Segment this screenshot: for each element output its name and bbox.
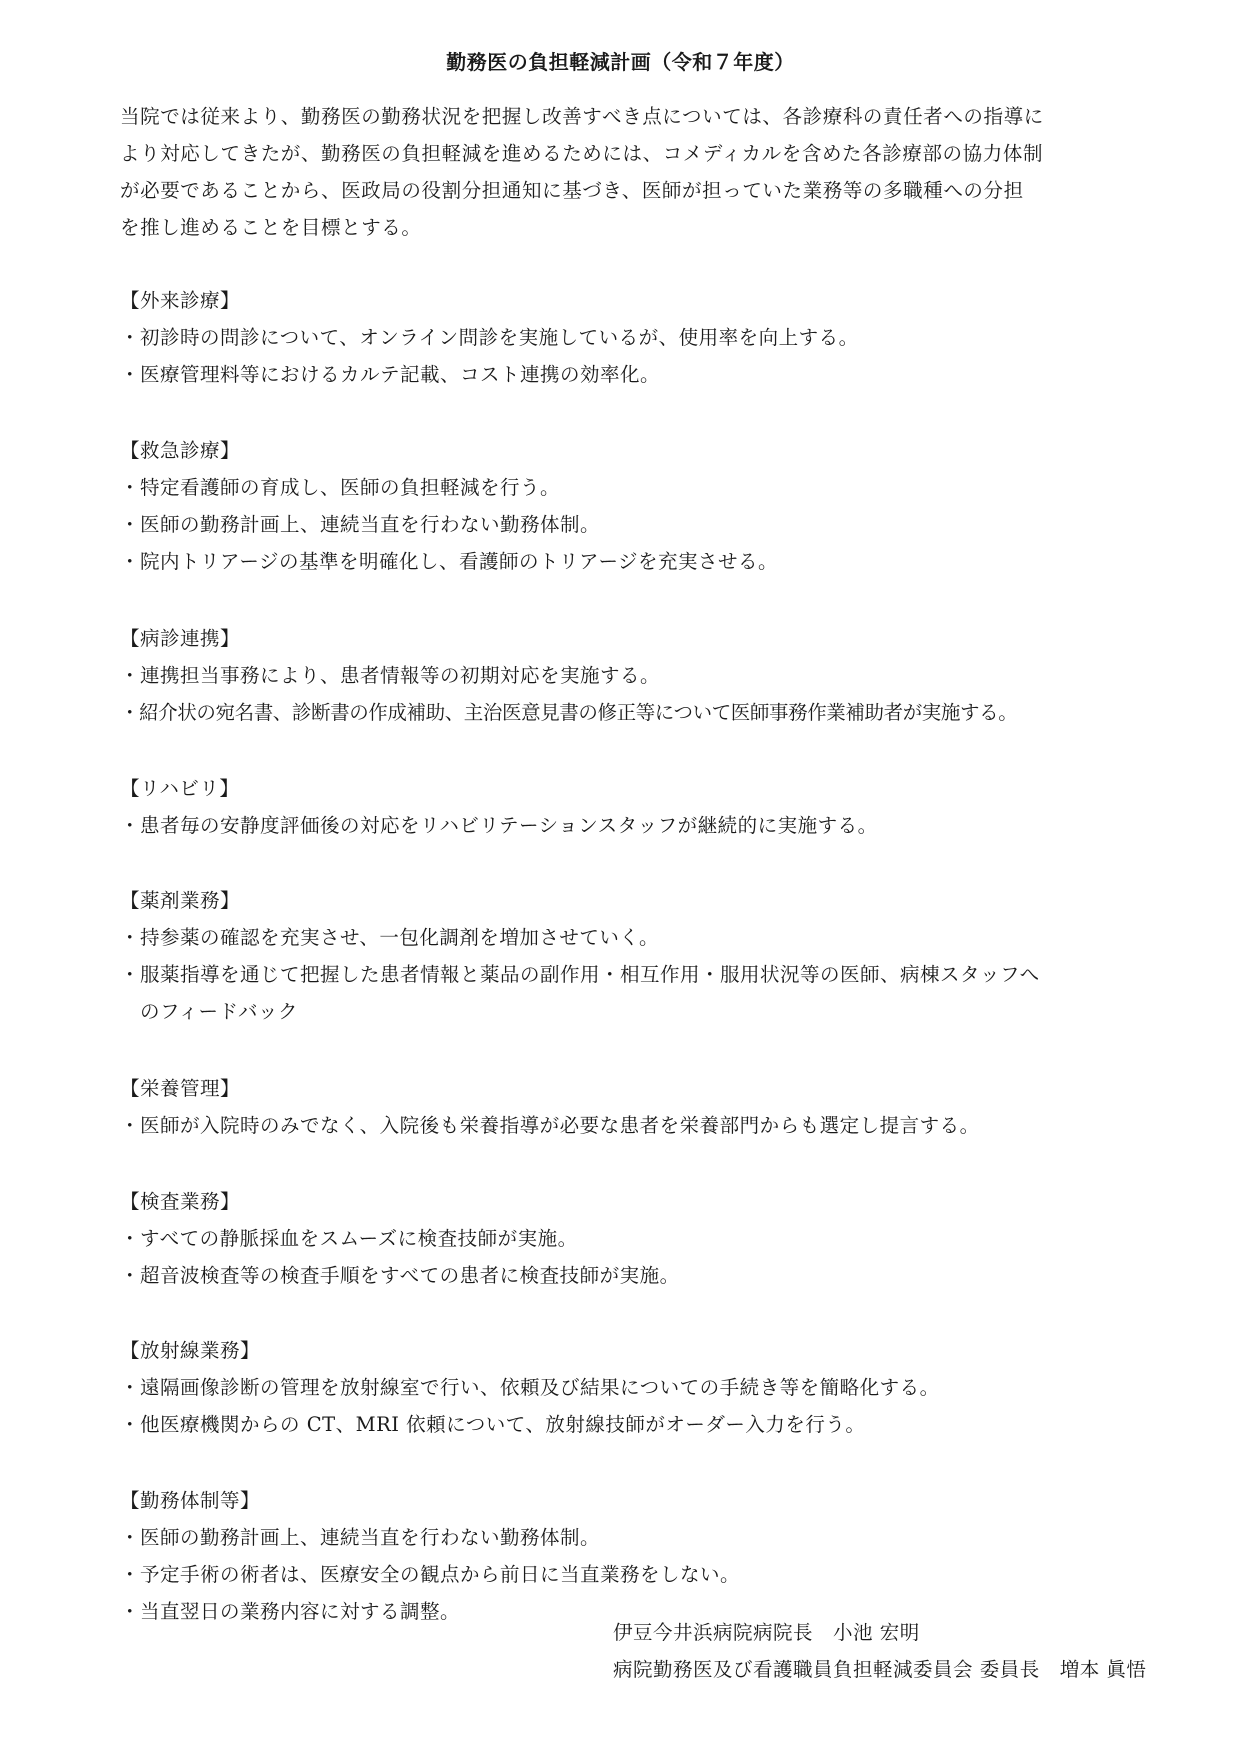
intro-paragraph [120, 98, 1130, 246]
list-item: ・医療管理料等におけるカルテ記載、コスト連携の効率化。 [120, 363, 661, 386]
list-item: ・医師の勤務計画上、連続当直を行わない勤務体制。 [120, 513, 601, 536]
list-item: ・特定看護師の育成し、医師の負担軽減を行う。 [120, 476, 561, 499]
list-item: ・遠隔画像診断の管理を放射線室で行い、依頼及び結果についての手続き等を簡略化する。 [120, 1376, 940, 1399]
section-work-system [120, 1482, 1140, 1630]
list-item: ・予定手術の術者は、医療安全の観点から前日に当直業務をしない。 [120, 1563, 741, 1586]
list-item-continuation: のフィードバック [140, 1000, 299, 1023]
list-item: ・医師の勤務計画上、連続当直を行わない勤務体制。 [120, 1526, 601, 1549]
section-emergency [120, 432, 1140, 580]
list-item: ・院内トリアージの基準を明確化し、看護師のトリアージを充実させる。 [120, 550, 779, 573]
section-heading: 【検査業務】 [120, 1190, 241, 1213]
list-item: ・すべての静脈採血をスムーズに検査技師が実施。 [120, 1227, 578, 1250]
list-item: ・紹介状の宛名書、診断書の作成補助、主治医意見書の修正等について医師事務作業補助者が実施する。 [120, 701, 1018, 724]
signature-committee-chair: 病院勤務医及び看護職員負担軽減委員会 委員長 増本 眞悟 [613, 1658, 1147, 1681]
list-item: ・超音波検査等の検査手順をすべての患者に検査技師が実施。 [120, 1264, 680, 1287]
section-clinic-cooperation [120, 620, 1140, 731]
section-radiology [120, 1332, 1140, 1443]
section-pharmacy [120, 882, 1140, 1030]
section-heading: 【病診連携】 [120, 627, 241, 650]
section-heading: 【勤務体制等】 [120, 1489, 261, 1512]
signature-director: 伊豆今井浜病院病院長 小池 宏明 [613, 1621, 920, 1644]
list-item: ・患者毎の安静度評価後の対応をリハビリテーションスタッフが継続的に実施する。 [120, 814, 878, 837]
intro-line: より対応してきたが、勤務医の負担軽減を進めるためには、コメディカルを含めた各診療部の協力体制 [120, 142, 1044, 165]
section-heading: 【放射線業務】 [120, 1339, 261, 1362]
list-item: ・当直翌日の業務内容に対する調整。 [120, 1600, 461, 1623]
intro-line: が必要であることから、医政局の役割分担通知に基づき、医師が担っていた業務等の多職種への分担 [120, 179, 1024, 202]
intro-line: 当院では従来より、勤務医の勤務状況を把握し改善すべき点については、各診療科の責任者への指導に [120, 105, 1044, 128]
list-item: ・連携担当事務により、患者情報等の初期対応を実施する。 [120, 664, 661, 687]
list-item: ・初診時の問診について、オンライン問診を実施しているが、使用率を向上する。 [120, 326, 859, 349]
list-item: ・医師が入院時のみでなく、入院後も栄養指導が必要な患者を栄養部門からも選定し提言する。 [120, 1114, 980, 1137]
section-heading: 【外来診療】 [120, 289, 241, 312]
section-rehabilitation [120, 770, 1140, 844]
section-heading: 【栄養管理】 [120, 1077, 241, 1100]
document-title: 勤務医の負担軽減計画（令和７年度） [446, 50, 795, 74]
section-heading: 【救急診療】 [120, 439, 241, 462]
section-laboratory [120, 1183, 1140, 1294]
list-item: ・他医療機関からの CT、MRI 依頼について、放射線技師がオーダー入力を行う。 [120, 1413, 866, 1436]
section-nutrition [120, 1070, 1140, 1144]
intro-line: を推し進めることを目標とする。 [120, 216, 422, 239]
list-item: ・服薬指導を通じて把握した患者情報と薬品の副作用・相互作用・服用状況等の医師、病棟スタッフへ [120, 963, 1040, 986]
list-item: ・持参薬の確認を充実させ、一包化調剤を増加させていく。 [120, 926, 660, 949]
section-heading: 【リハビリ】 [120, 777, 240, 800]
section-heading: 【薬剤業務】 [120, 889, 241, 912]
section-outpatient [120, 282, 1140, 393]
